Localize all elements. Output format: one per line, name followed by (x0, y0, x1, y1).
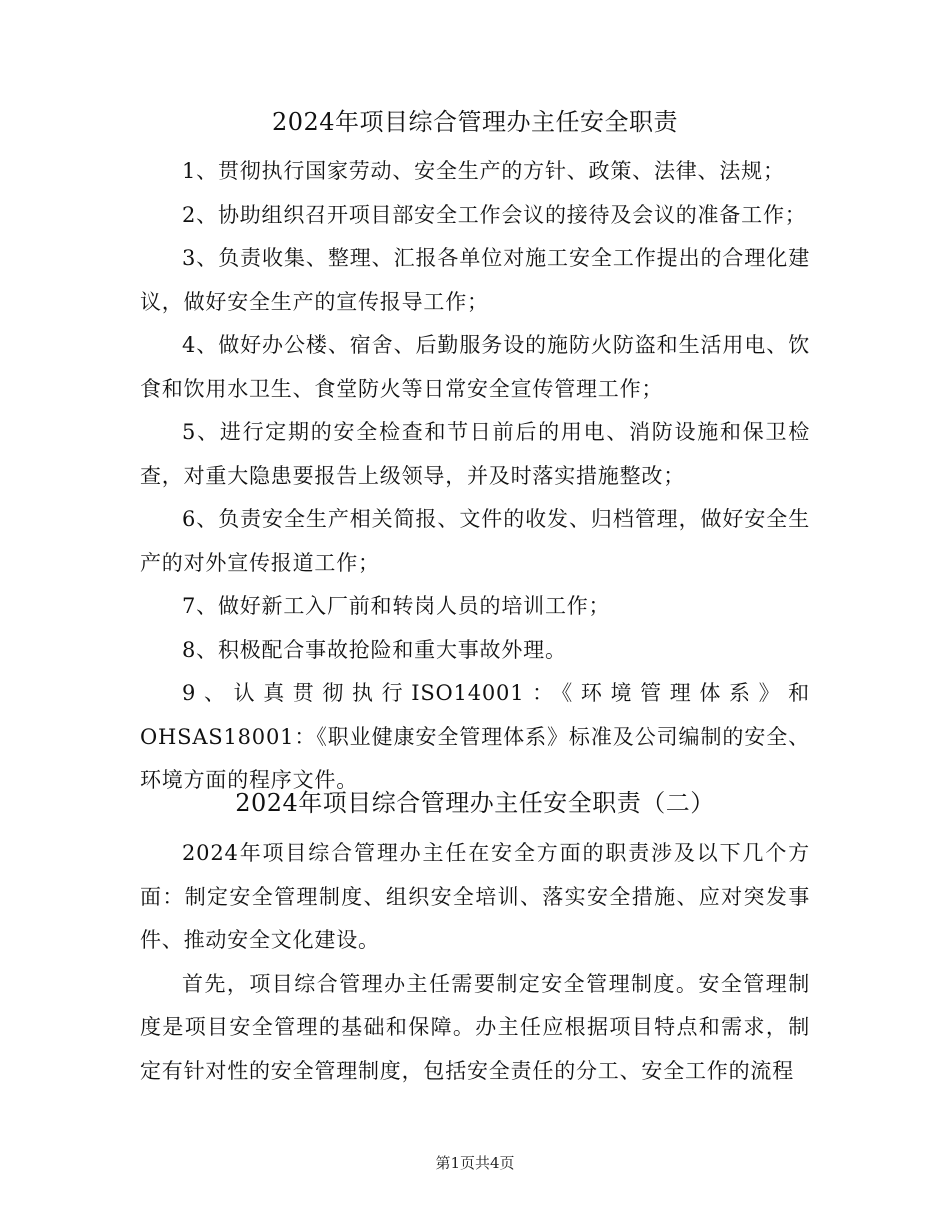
paragraph-intro: 2024年项目综合管理办主任在安全方面的职责涉及以下几个方面：制定安全管理制度、组织安全培训、落实安全措施、应对突发事件、推动安全文化建设。 (140, 841, 810, 952)
document-title: 2024年项目综合管理办主任安全职责 (271, 108, 679, 136)
duty-item-3: 3、负责收集、整理、汇报各单位对施工安全工作提出的合理化建议，做好安全生产的宣传报导工作； (140, 246, 810, 314)
paragraph-first: 首先，项目综合管理办主任需要制定安全管理制度。安全管理制度是项目安全管理的基础和保障。办主任应根据项目特点和需求，制定有针对性的安全管理制度，包括安全责任的分工、安全工作的流程 (140, 971, 810, 1083)
duty-item-2: 2、协助组织召开项目部安全工作会议的接待及会议的准备工作； (182, 202, 807, 227)
section-2-body (140, 832, 810, 1093)
duty-item-5: 5、进行定期的安全检查和节日前后的用电、消防设施和保卫检查，对重大隐患要报告上级领导，并及时落实措施整改； (140, 420, 810, 488)
duty-item-4: 4、做好办公楼、宿舍、后勤服务设的施防火防盗和生活用电、饮食和饮用水卫生、食堂防火等日常安全宣传管理工作； (140, 333, 810, 401)
section-title-2: 2024年项目综合管理办主任安全职责（二） (235, 789, 715, 817)
duty-item-6: 6、负责安全生产相关简报、文件的收发、归档管理，做好安全生产的对外宣传报道工作； (140, 507, 810, 575)
duty-item-1: 1、贯彻执行国家劳动、安全生产的方针、政策、法律、法规； (182, 159, 785, 183)
page-number: 第1页共4页 (435, 1154, 515, 1172)
duties-list (140, 150, 810, 803)
duty-item-8: 8、积极配合事故抢险和重大事故外理。 (182, 637, 567, 662)
duty-item-7: 7、做好新工入厂前和转岗人员的培训工作； (182, 594, 611, 618)
duty-item-9: 9、认真贯彻执行ISO14001：《环境管理体系》和OHSAS18001：《职业健康安全管理体系》标准及公司编制的安全、环境方面的程序文件。 (140, 681, 810, 792)
